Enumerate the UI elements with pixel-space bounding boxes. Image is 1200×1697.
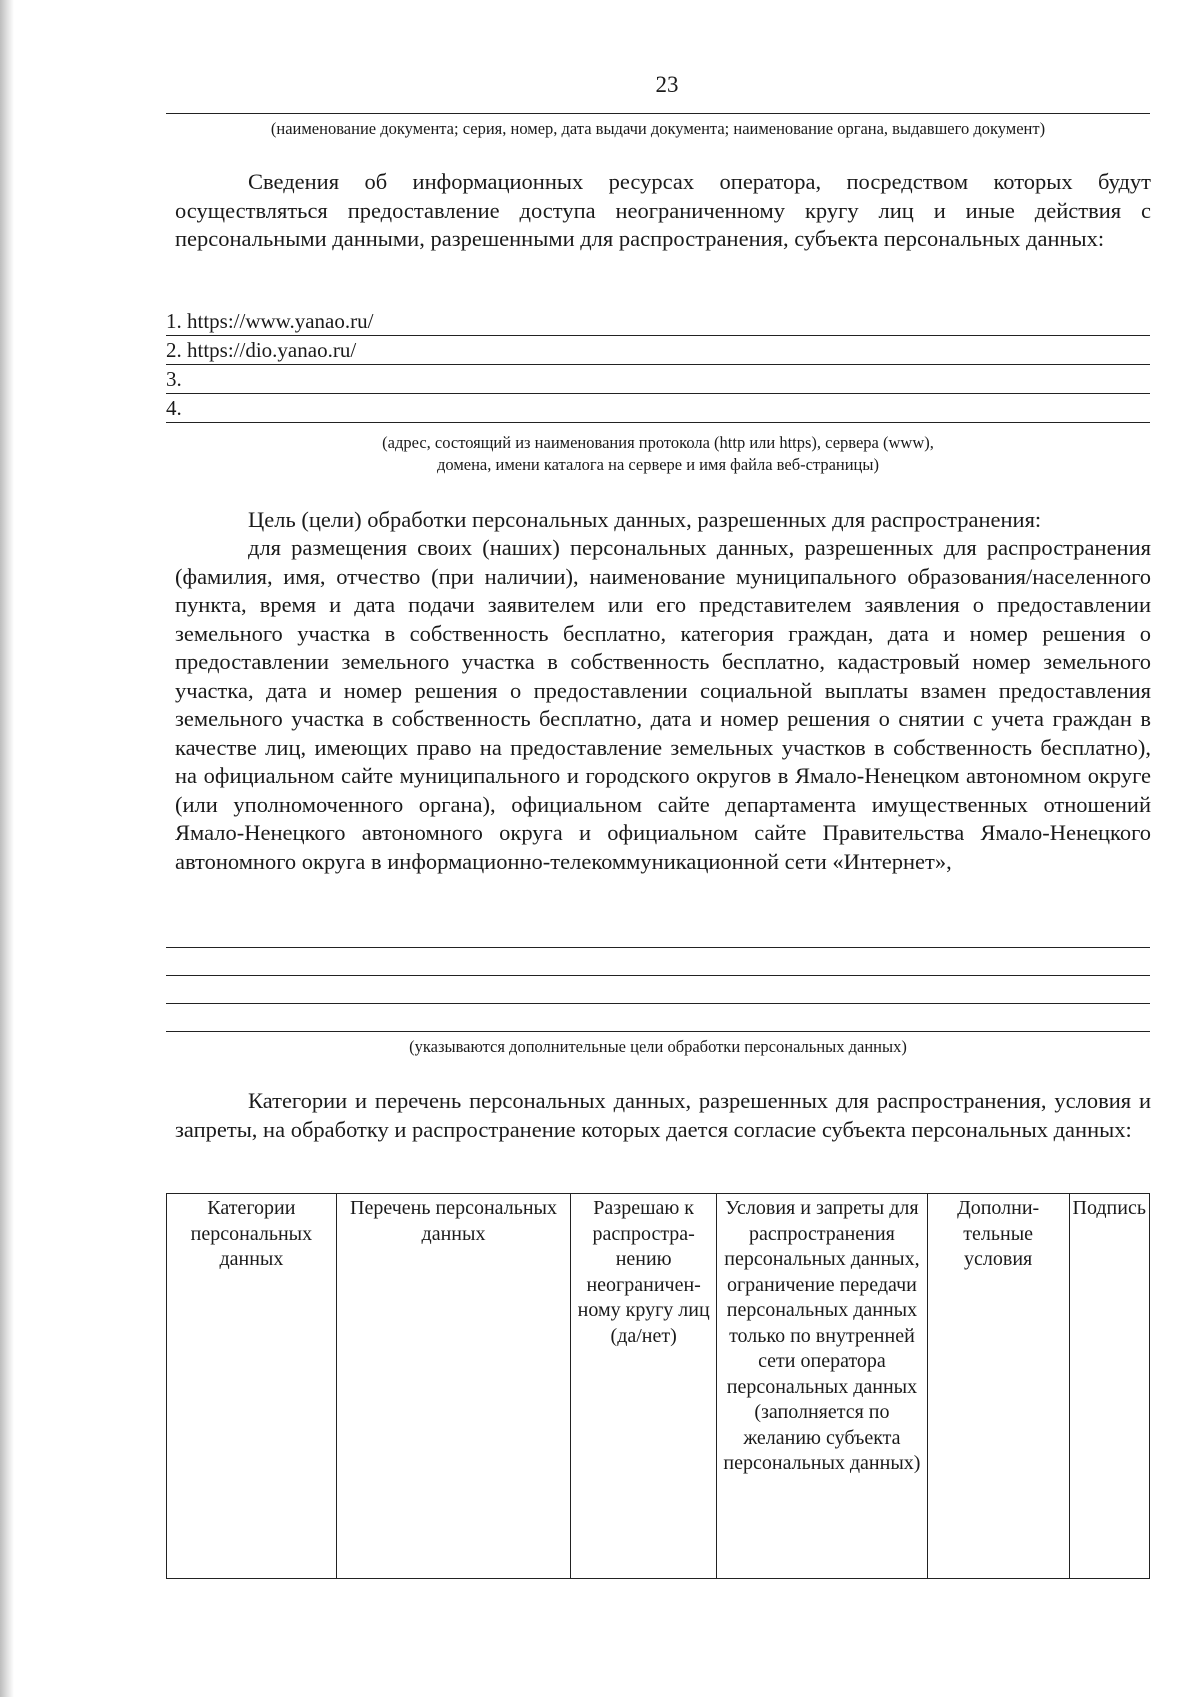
additional-purpose-line[interactable] (166, 947, 1150, 948)
page-number: 23 (655, 72, 679, 97)
purpose-heading: Цель (цели) обработки персональных данных, разрешенных для распространения: (248, 507, 1042, 532)
document-field-line (166, 113, 1150, 114)
header-signature: Подпись (1069, 1194, 1150, 1579)
table-header-row (167, 1194, 1150, 1579)
document-caption: (наименование документа; серия, номер, дата выдачи документа; наименование органа, выдавшего документ) (270, 119, 1046, 138)
resources-intro: Сведения об информационных ресурсах оператора, посредством которых будут осуществляться предоставление доступа неограниченному кругу лиц и иные действия с персональными данными, разрешенными для распространения, субъекта персональных данных: (175, 169, 1151, 251)
header-categories: Категории персональных данных (167, 1194, 337, 1579)
additional-purpose-line[interactable] (166, 1031, 1150, 1032)
additional-purposes-caption: (указываются дополнительные цели обработки персональных данных) (409, 1037, 907, 1056)
resource-number: 2. (166, 338, 182, 362)
resource-url: https://dio.yanao.ru/ (187, 338, 357, 362)
resource-number: 4. (166, 396, 182, 420)
consent-table (166, 1193, 1150, 1579)
header-permission: Разрешаю к распростра-нению неограничен-ному кругу лиц (да/нет) (571, 1194, 717, 1579)
additional-purpose-line[interactable] (166, 975, 1150, 976)
additional-purpose-line[interactable] (166, 1003, 1150, 1004)
resource-number: 3. (166, 367, 182, 391)
address-caption-line: домена, имени каталога на сервере и имя файла веб-страницы) (437, 455, 879, 474)
header-additional-conditions: Дополни-тельные условия (927, 1194, 1069, 1579)
header-list: Перечень персональных данных (336, 1194, 570, 1579)
header-conditions: Условия и запреты для распространения персональных данных, ограничение передачи персональных данных только по внутренней сети оператора персональных данных (заполняется по желанию субъекта персональных данных) (717, 1194, 928, 1579)
resource-number: 1. (166, 309, 182, 333)
resource-line[interactable] (166, 336, 1150, 365)
resource-line[interactable] (166, 365, 1150, 394)
address-caption-line: (адрес, состоящий из наименования протокола (http или https), сервера (www), (382, 433, 934, 452)
resource-line[interactable] (166, 307, 1150, 336)
address-caption (166, 432, 1150, 476)
resource-url: https://www.yanao.ru/ (187, 309, 374, 333)
categories-intro: Категории и перечень персональных данных, разрешенных для распространения, условия и запреты, на обработку и распространение которых дается согласие субъекта персональных данных: (175, 1088, 1151, 1142)
resource-line[interactable] (166, 394, 1150, 423)
scan-left-edge (0, 0, 14, 1697)
purpose-text: для размещения своих (наших) персональных данных, разрешенных для распространения (фамилия, имя, отчество (при наличии), наименование муниципального образования/населенного пункта, время и дата подачи заявителем или его представителем заявления о предоставлении земельного участка в собственность бесплатно, категория граждан, дата и номер решения о предоставлении земельного участка в собственность бесплатно, кадастровый номер земельного участка, дата и номер решения о предоставлении социальной выплаты взамен предоставления земельного участка в собственность бесплатно, дата и номер решения о снятии с учета граждан в качестве лиц, имеющих право на предоставление земельных участков в собственность бесплатно), на официальном сайте муниципального и городского округов в Ямало-Ненецком автономном округе (или уполномоченного органа), официальном сайте департамента имущественных отношений Ямало-Ненецкого автономного округа и официальном сайте Правительства Ямало-Ненецкого автономного округа в информационно-телекоммуникационной сети «Интернет», (175, 535, 1151, 874)
